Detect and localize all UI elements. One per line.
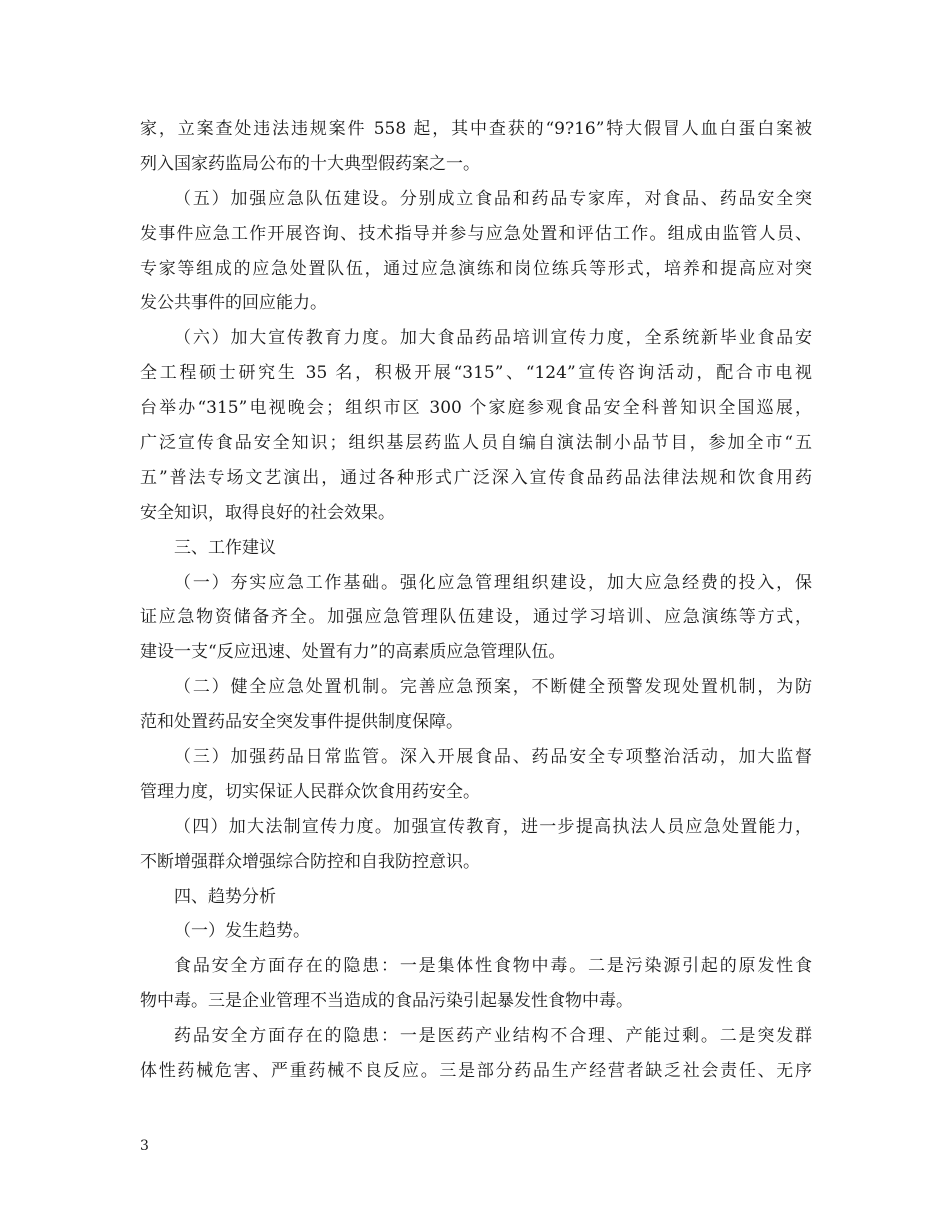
text-line: （六）加大宣传教育力度。加大食品药品培训宣传力度，全系统新毕业食品安 xyxy=(174,328,812,349)
text-line: 专家等组成的应急处置队伍，通过应急演练和岗位练兵等形式，培养和提高应对突 xyxy=(140,258,812,279)
text-line: 安全知识，取得良好的社会效果。 xyxy=(140,502,395,523)
text-line: 全工程硕士研究生 35 名，积极开展“315”、“124”宣传咨询活动，配合市电视 xyxy=(140,363,812,384)
text-line: 药品安全方面存在的隐患：一是医药产业结构不合理、产能过剩。二是突发群 xyxy=(174,1026,812,1047)
text-line: 体性药械危害、严重药械不良反应。三是部分药品生产经营者缺乏社会责任、无序 xyxy=(140,1061,812,1082)
text-line: 物中毒。三是企业管理不当造成的食品污染引起暴发性食物中毒。 xyxy=(140,991,633,1012)
text-line: 范和处置药品安全突发事件提供制度保障。 xyxy=(140,712,463,733)
text-line: 食品安全方面存在的隐患：一是集体性食物中毒。二是污染源引起的原发性食 xyxy=(174,956,812,977)
text-line: 台举办“315”电视晚会；组织市区 300 个家庭参观食品安全科普知识全国巡展， xyxy=(140,398,812,419)
text-line: （三）加强药品日常监管。深入开展食品、药品安全专项整治活动，加大监督 xyxy=(174,747,812,768)
text-line: 广泛宣传食品安全知识；组织基层药监人员自编自演法制小品节目，参加全市“五 xyxy=(140,433,812,454)
text-line: 列入国家药监局公布的十大典型假药案之一。 xyxy=(140,153,480,174)
text-line: 管理力度，切实保证人民群众饮食用药安全。 xyxy=(140,781,480,802)
text-line: 发公共事件的回应能力。 xyxy=(140,293,327,314)
text-line: 三、工作建议 xyxy=(174,537,276,558)
document-body xyxy=(140,112,812,1089)
text-line: 四、趋势分析 xyxy=(174,886,276,907)
text-line: 发事件应急工作开展咨询、技术指导并参与应急处置和评估工作。组成由监管人员、 xyxy=(140,223,812,244)
text-line: 五”普法专场文艺演出，通过各种形式广泛深入宣传食品药品法律法规和饮食用药 xyxy=(140,467,812,488)
text-line: （一）夯实应急工作基础。强化应急管理组织建设，加大应急经费的投入，保 xyxy=(174,572,812,593)
text-line: （四）加大法制宣传力度。加强宣传教育，进一步提高执法人员应急处置能力， xyxy=(174,816,812,837)
text-line: 家，立案查处违法违规案件 558 起，其中查获的“9?16”特大假冒人血白蛋白案被 xyxy=(140,119,812,139)
text-line: （二）健全应急处置机制。完善应急预案，不断健全预警发现处置机制，为防 xyxy=(174,677,812,698)
text-line: 建设一支“反应迅速、处置有力”的高素质应急管理队伍。 xyxy=(140,642,566,663)
text-line: 证应急物资储备齐全。加强应急管理队伍建设，通过学习培训、应急演练等方式， xyxy=(140,607,812,628)
page-number: 3 xyxy=(140,1138,149,1154)
text-line: （五）加强应急队伍建设。分别成立食品和药品专家库，对食品、药品安全突 xyxy=(174,188,812,209)
text-line: （一）发生趋势。 xyxy=(174,921,310,942)
text-line: 不断增强群众增强综合防控和自我防控意识。 xyxy=(140,851,480,872)
